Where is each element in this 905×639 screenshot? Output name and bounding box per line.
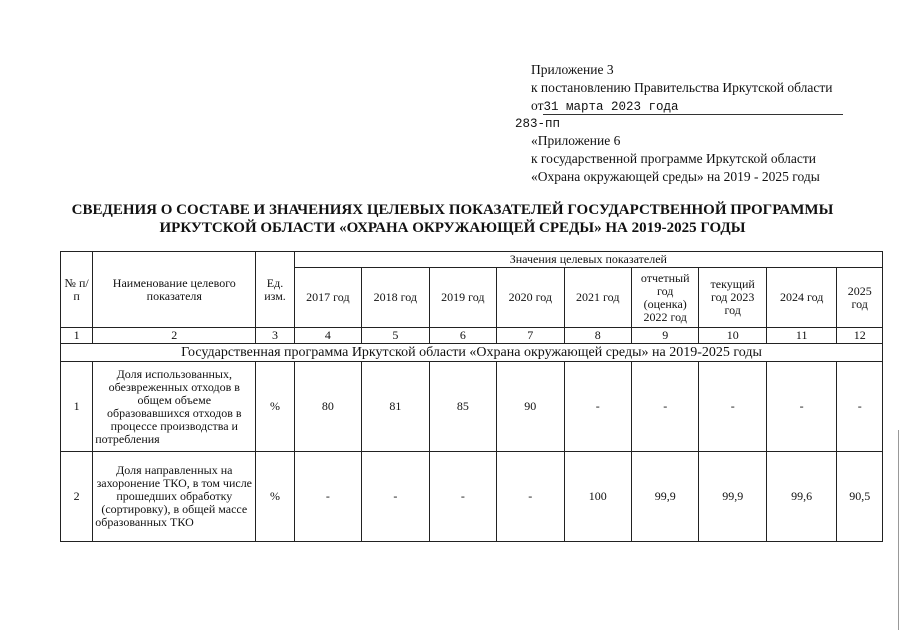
- table-row: [61, 452, 883, 542]
- row-value: 99,9: [631, 452, 698, 542]
- header-year: 2021 год: [564, 268, 631, 328]
- title-line-2: ИРКУТСКОЙ ОБЛАСТИ «ОХРАНА ОКРУЖАЮЩЕЙ СРЕДЫ» НА 2019-2025 ГОДЫ: [159, 220, 746, 236]
- row-value: -: [362, 452, 429, 542]
- col-number: 4: [294, 328, 361, 344]
- header-num: № п/п: [61, 252, 93, 328]
- row-value: 99,6: [766, 452, 837, 542]
- row-name: Доля использованных, обезвреженных отходов в общем объеме образовавшихся отходов в процессе производства и потребления: [93, 362, 256, 452]
- row-value: -: [631, 362, 698, 452]
- row-value: 90: [497, 362, 564, 452]
- header-unit: Ед. изм.: [256, 252, 294, 328]
- row-value: 80: [294, 362, 361, 452]
- col-number: 7: [497, 328, 564, 344]
- section-header: Государственная программа Иркутской области «Охрана окружающей среды» на 2019-2025 годы: [61, 344, 883, 362]
- header-year: 2025 год: [837, 268, 883, 328]
- row-value: -: [699, 362, 766, 452]
- row-value: -: [497, 452, 564, 542]
- row-num: 2: [61, 452, 93, 542]
- header-year: текущий год 2023 год: [699, 268, 766, 328]
- resolution-number: 283-пп: [515, 117, 561, 131]
- row-unit: %: [256, 452, 294, 542]
- appendix2-line-2: к государственной программе Иркутской области: [531, 151, 817, 166]
- scan-edge-mark: [898, 430, 899, 630]
- date-value: 31 марта 2023 года: [543, 100, 843, 115]
- col-number: 9: [631, 328, 698, 344]
- row-value: -: [294, 452, 361, 542]
- row-value: -: [564, 362, 631, 452]
- column-number-row: [61, 328, 883, 344]
- appendix-block: [531, 61, 843, 115]
- appendix-line-1: Приложение 3: [531, 62, 614, 77]
- header-year: 2018 год: [362, 268, 429, 328]
- row-value: 100: [564, 452, 631, 542]
- row-value: 81: [362, 362, 429, 452]
- header-year: 2020 год: [497, 268, 564, 328]
- row-name: Доля направленных на захоронение ТКО, в том числе прошедших обработку (сортировку), в общей массе образованных ТКО: [93, 452, 256, 542]
- col-number: 11: [766, 328, 837, 344]
- row-value: -: [429, 452, 496, 542]
- appendix2-line-1: «Приложение 6: [531, 133, 621, 148]
- col-number: 1: [61, 328, 93, 344]
- title-line-1: СВЕДЕНИЯ О СОСТАВЕ И ЗНАЧЕНИЯХ ЦЕЛЕВЫХ ПОКАЗАТЕЛЕЙ ГОСУДАРСТВЕННОЙ ПРОГРАММЫ: [71, 202, 834, 218]
- document-title: [50, 201, 855, 237]
- appendix-line-2: к постановлению Правительства Иркутской области: [531, 80, 833, 95]
- col-number: 8: [564, 328, 631, 344]
- row-value: 99,9: [699, 452, 766, 542]
- col-number: 6: [429, 328, 496, 344]
- row-unit: %: [256, 362, 294, 452]
- header-year: отчетный год (оценка) 2022 год: [631, 268, 698, 328]
- header-year: 2017 год: [294, 268, 361, 328]
- table-row: [61, 362, 883, 452]
- col-number: 12: [837, 328, 883, 344]
- indicators-table: [60, 251, 883, 542]
- header-group: Значения целевых показателей: [294, 252, 882, 268]
- header-name: Наименование целевого показателя: [93, 252, 256, 328]
- col-number: 2: [93, 328, 256, 344]
- row-value: -: [766, 362, 837, 452]
- appendix-date-line: [531, 97, 843, 115]
- header-year: 2019 год: [429, 268, 496, 328]
- row-value: 85: [429, 362, 496, 452]
- appendix2-block: [531, 132, 820, 186]
- col-number: 5: [362, 328, 429, 344]
- row-value: -: [837, 362, 883, 452]
- header-year: 2024 год: [766, 268, 837, 328]
- row-value: 90,5: [837, 452, 883, 542]
- date-prefix: от: [531, 98, 544, 113]
- col-number: 10: [699, 328, 766, 344]
- col-number: 3: [256, 328, 294, 344]
- row-num: 1: [61, 362, 93, 452]
- appendix2-line-3: «Охрана окружающей среды» на 2019 - 2025 годы: [531, 169, 820, 184]
